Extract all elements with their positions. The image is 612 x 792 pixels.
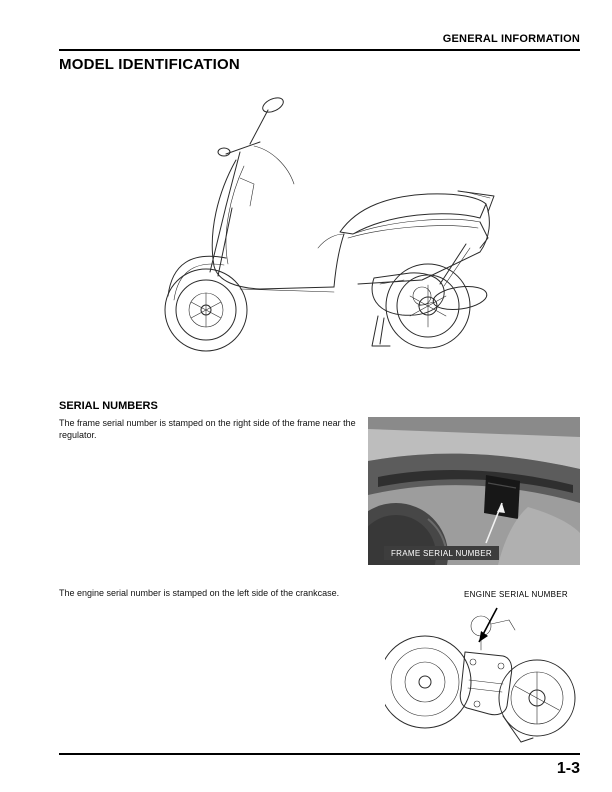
front-wheel [165,269,247,351]
cable [254,146,294,184]
frame-serial-paragraph: The frame serial number is stamped on the right side of the frame near the regulator. [59,418,356,441]
rear-rack [458,191,494,212]
carburetor [471,616,515,650]
scooter-illustration [122,88,514,384]
footer-rule [59,753,580,755]
rear-hub [499,660,575,736]
crankcase-housing [460,652,511,715]
kick-lever [503,716,533,742]
center-stand [372,316,390,346]
engine-serial-diagram [385,600,581,750]
serial-numbers-heading: SERIAL NUMBERS [59,400,158,412]
handlebar [218,95,286,156]
engine-pointer-arrow-icon [479,608,497,642]
front-fender [168,256,226,296]
header-rule [59,49,580,51]
leg-shield [212,160,334,289]
seat [340,194,486,234]
frame-serial-photo [368,417,580,565]
frame-photo-svg [368,417,580,565]
floorboard [240,289,334,292]
header-section-title: GENERAL INFORMATION [442,33,580,45]
engine-serial-paragraph: The engine serial number is stamped on the left side of the crankcase. [59,588,340,598]
engine-diagram-svg [385,600,581,750]
frame-serial-callout: FRAME SERIAL NUMBER [384,546,499,560]
page-number: 1-3 [556,760,580,777]
page-title: MODEL IDENTIFICATION [59,56,240,73]
scooter-line-art-svg [122,88,514,384]
engine-serial-callout: ENGINE SERIAL NUMBER [464,590,568,599]
rear-body [334,204,489,287]
